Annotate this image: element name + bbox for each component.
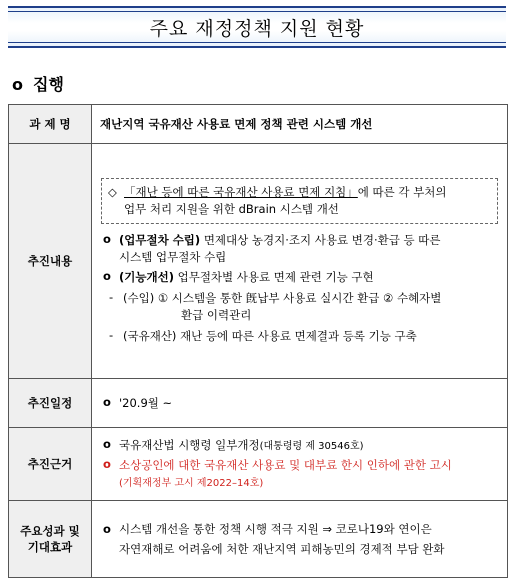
basis-text: 소상공인에 대한 국유재산 사용료 및 대부료 한시 인하에 관한 고시 [119, 457, 452, 472]
item-bullet: o [103, 395, 111, 409]
guideline-text: 에 따른 각 부처의 [357, 184, 447, 199]
policy-table [8, 104, 508, 578]
basis-ref: (대통령령 제 30546호) [259, 440, 364, 452]
title-banner [8, 6, 506, 48]
item-bullet: o [103, 436, 111, 451]
sub-item-text: (수입) ① 시스템을 통한 旣납부 사용료 실시간 환급 ② 수혜자별 [123, 290, 442, 305]
effect-text: 시스템 개선을 통한 정책 시행 적극 지원 ⇒ 코로나19와 연이은 [119, 522, 432, 536]
label-schedule: 추진일정 [9, 379, 92, 428]
item-bullet: o [103, 268, 111, 283]
item-title: (업무절차 수립) [119, 232, 201, 247]
item-bullet: o [103, 522, 111, 536]
label-basis: 추진근거 [9, 428, 92, 501]
item-title: (기능개선) [119, 269, 174, 284]
label-effect-line2: 기대효과 [27, 540, 73, 554]
effect-text-cont: 자연재해로 어려움에 처한 재난지역 피해농민의 경제적 부담 완화 [119, 542, 445, 556]
row-project-name [9, 105, 508, 144]
page-title: 주요 재정정책 지원 현황 [149, 17, 365, 40]
label-effect-line1: 주요성과 및 [20, 524, 80, 538]
section-label: 집행 [33, 75, 64, 94]
row-basis [9, 428, 508, 501]
sub-item-dash: - [109, 327, 114, 342]
schedule-value: '20.9월 ~ [119, 396, 173, 410]
item-text: 면제대상 농경지·조지 사용료 변경·환급 등 따른 [200, 232, 441, 247]
section-heading [12, 72, 64, 95]
guideline-text-cont: 업무 처리 지원을 위한 dBrain 시스템 개선 [124, 201, 339, 216]
diamond-icon: ◇ [108, 184, 117, 199]
effect-cell [92, 501, 508, 578]
row-effect [9, 501, 508, 578]
sub-item [103, 328, 506, 345]
schedule-cell [92, 379, 508, 428]
basis-item [103, 457, 506, 492]
basis-item [103, 437, 506, 453]
content-cell [92, 144, 508, 379]
row-schedule [9, 379, 508, 428]
item-bullet: o [103, 456, 111, 471]
content-item [103, 269, 506, 286]
sub-item-text-cont: 환급 이력관리 [181, 307, 252, 322]
label-effect [9, 501, 92, 578]
label-content: 추진내용 [9, 144, 92, 379]
basis-cell [92, 428, 508, 501]
row-content [9, 144, 508, 379]
section-bullet: o [12, 75, 23, 94]
item-text: 업무절차별 사용료 면제 관련 기능 구현 [173, 269, 374, 284]
basis-ref: (기획재정부 고시 제2022–14호) [119, 477, 264, 489]
content-item [103, 232, 506, 266]
basis-text: 국유재산법 시행령 일부개정 [119, 437, 260, 452]
guideline-box [101, 178, 498, 224]
value-project-name: 재난지역 국유재산 사용료 면제 정책 관련 시스템 개선 [92, 105, 508, 144]
sub-item-text: (국유재산) 재난 등에 따른 사용료 면제결과 등록 기능 구축 [123, 328, 417, 343]
guideline-title: 「재난 등에 따른 국유재산 사용료 면제 지침」 [124, 184, 358, 199]
sub-item-dash: - [109, 289, 114, 304]
sub-item [103, 290, 506, 324]
item-bullet: o [103, 231, 111, 246]
label-project-name: 과 제 명 [9, 105, 92, 144]
item-text-cont: 시스템 업무절차 수립 [119, 249, 227, 264]
